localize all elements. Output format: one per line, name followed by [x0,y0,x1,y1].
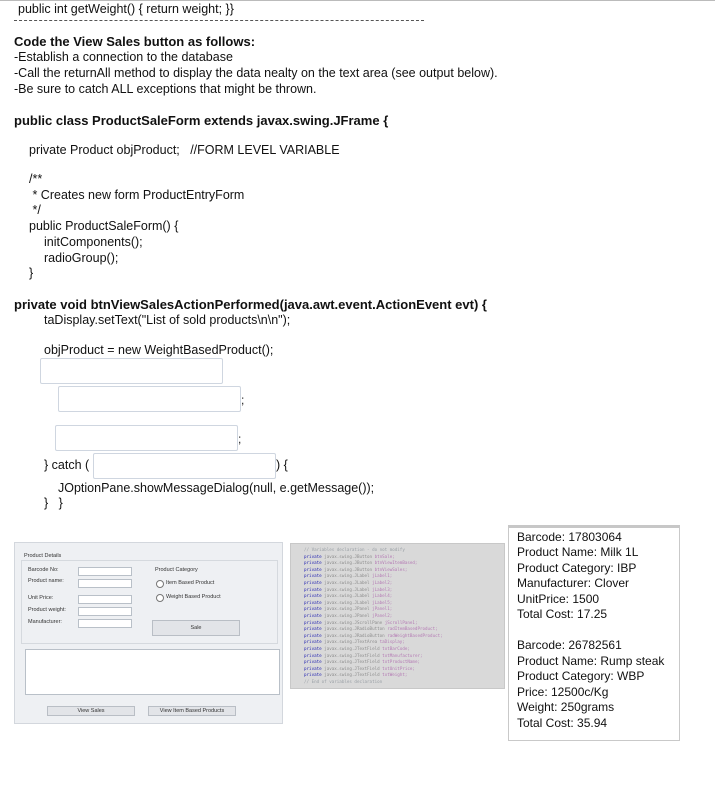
name-label: Product name: [28,578,64,584]
instruction-step: -Call the returnAll method to display the data nealty on the text area (see output below). [14,66,498,80]
class-declaration: public class ProductSaleForm extends javax.swing.JFrame { [14,113,389,128]
semicolon: ; [241,393,245,407]
javadoc-body: * Creates new form ProductEntryForm [29,188,245,202]
variable-declaration-line: private javax.swing.JTextField txtManufacturer; [304,652,423,658]
product-name-field[interactable] [78,579,132,588]
variable-declaration-line: private javax.swing.JScrollPane jScrollPane1; [304,619,418,625]
answer-blank-1[interactable] [40,358,223,384]
sale-button[interactable]: Sale [152,620,240,636]
variable-declaration-line: private javax.swing.JLabel jLabel2; [304,580,393,585]
variable-declaration-line: private javax.swing.JTextField txtBarCode; [304,646,410,651]
unit-price-field[interactable] [78,595,132,604]
barcode-field[interactable] [78,567,132,576]
constructor-init: initComponents(); [44,235,143,249]
category-label: Product Category [155,567,198,573]
output-line: Total Cost: 17.25 [517,607,608,621]
instruction-step: -Be sure to catch ALL exceptions that might be thrown. [14,82,317,96]
manufacturer-field[interactable] [78,619,132,628]
instruction-step: -Establish a connection to the database [14,50,233,64]
constructor-close: } [29,266,34,280]
field-declaration: private Product objProduct; //FORM LEVEL VARIABLE [29,143,340,157]
variables-declaration-panel [290,543,505,689]
catch-open: } catch ( [44,458,90,472]
constructor-declaration: public ProductSaleForm() { [29,219,179,233]
semicolon: ; [238,432,242,446]
comment-line: // End of variables declaration [304,679,383,684]
radio-weight-based-label: Weight Based Product [166,594,221,600]
output-line: Product Category: WBP [517,669,645,683]
output-line: Manufacturer: Clover [517,576,630,590]
weight-label: Product weight: [28,607,66,613]
javadoc-open: /** [29,172,43,186]
instructions-heading: Code the View Sales button as follows: [14,34,256,49]
unit-price-label: Unit Price: [28,595,54,601]
product-sale-form-screenshot [14,542,283,724]
variable-declaration-line: private javax.swing.JTextField txtWeight; [304,672,408,678]
dashed-divider [14,20,424,21]
constructor-radio: radioGroup(); [44,251,119,265]
variable-declaration-line: private javax.swing.JLabel jLabel5; [304,599,393,605]
variable-declaration-line: private javax.swing.JTextArea taDisplay; [304,639,405,645]
output-line: Price: 12500c/Kg [517,685,609,699]
getter-line: public int getWeight() { return weight; }} [18,2,234,16]
display-text-area[interactable] [25,649,280,695]
variable-declaration-line: private javax.swing.JPanel jPanel1; [304,606,393,612]
variable-declaration-line: private javax.swing.JRadioButton radWeightBasedProduct; [304,632,443,638]
output-line: Total Cost: 35.94 [517,716,608,730]
variable-declaration-line: private javax.swing.JTextField txtUnitPrice; [304,665,415,671]
radio-weight-based[interactable] [156,594,164,602]
panel-title: Product Details [24,553,62,559]
variable-declaration-line: private javax.swing.JTextField txtProductName; [304,659,420,665]
radio-item-based[interactable] [156,580,164,588]
barcode-label: Barcode No: [28,567,59,573]
exception-blank[interactable] [93,453,276,479]
new-object-line: objProduct = new WeightBasedProduct(); [44,343,274,357]
radio-item-based-label: Item Based Product [166,580,215,586]
variable-declaration-line: private javax.swing.JPanel jPanel2; [304,613,393,618]
method-declaration: private void btnViewSalesActionPerformed(java.awt.event.ActionEvent evt) { [14,297,487,312]
output-line: Product Name: Milk 1L [517,545,639,559]
comment-line: // Variables declaration - do not modify [304,547,405,552]
variable-declaration-line: private javax.swing.JButton btnViewItemBased; [304,560,418,566]
answer-blank-3[interactable] [55,425,238,451]
variable-declaration-line: private javax.swing.JLabel jLabel1; [304,573,393,579]
output-line: Product Name: Rump steak [517,654,665,668]
variable-declaration-line: private javax.swing.JRadioButton radItemBasedProduct; [304,626,438,632]
sales-output-panel [508,525,680,741]
output-line: Barcode: 26782561 [517,638,622,652]
view-item-based-button[interactable]: View Item Based Products [148,706,236,716]
output-line: UnitPrice: 1500 [517,592,600,606]
top-rule [0,0,715,1]
output-line: Barcode: 17803064 [517,530,622,544]
output-line: Weight: 250grams [517,700,615,714]
set-text-line: taDisplay.setText("List of sold products\n\n"); [44,313,291,327]
variable-declaration-line: private javax.swing.JLabel jLabel4; [304,593,393,599]
variable-declaration-line: private javax.swing.JButton btnSale; [304,553,395,559]
final-braces: } } [44,496,63,510]
catch-close: ) { [276,458,288,472]
answer-blank-2[interactable] [58,386,241,412]
show-message-line: JOptionPane.showMessageDialog(null, e.getMessage()); [58,481,375,495]
weight-field[interactable] [78,607,132,616]
output-line: Product Category: IBP [517,561,637,575]
view-sales-button[interactable]: View Sales [47,706,135,716]
manufacturer-label: Manufacturer: [28,619,62,625]
javadoc-close: */ [29,203,41,217]
variable-declaration-line: private javax.swing.JLabel jLabel3; [304,586,393,592]
variable-declaration-line: private javax.swing.JButton btnViewSales; [304,566,408,572]
